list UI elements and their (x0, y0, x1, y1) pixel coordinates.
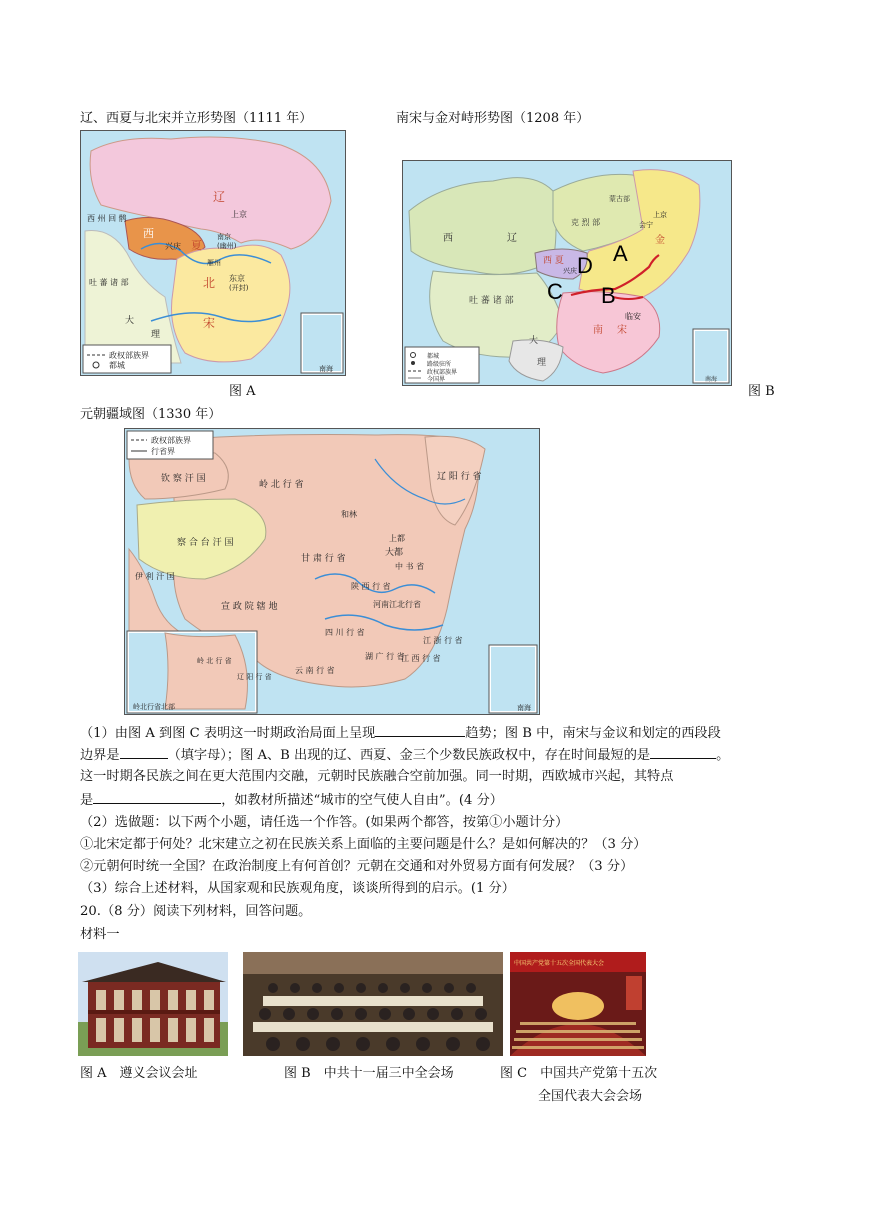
map-b-label-huining: 会宁 (639, 221, 653, 229)
map-b-label-da: 大 (529, 336, 539, 346)
map-c-label-yunnan: 云 南 行 省 (295, 666, 335, 675)
congress-banner: 中国共产党第十五次全国代表大会 (514, 960, 605, 967)
map-b-label-shangjing: 上京 (653, 211, 667, 219)
map-c-label-henan: 河南江北行省 (373, 600, 421, 609)
map-a-label-nanhai: 南海 (319, 365, 333, 373)
map-a-label-bei: 北 (203, 276, 216, 290)
map-b-legend-boundary: 政权部族界 (427, 369, 458, 376)
map-c-label-xuanzheng: 宣 政 院 辖 地 (221, 602, 278, 612)
question-20: 20.（8 分）阅读下列材料，回答问题。 (80, 904, 312, 919)
map-c-label-lingbei: 岭 北 行 省 (259, 480, 304, 490)
map-c (124, 428, 540, 715)
photo-third-plenum (243, 952, 503, 1056)
map-b-label-linan: 临安 (625, 312, 641, 321)
map-c-label-nanhai: 南海 (517, 704, 531, 712)
map-a-label-xia: 夏 (191, 239, 202, 252)
map-a-label-liao: 辽 (213, 190, 226, 204)
q1-blank-3[interactable] (650, 744, 716, 759)
q1-blank-1[interactable] (375, 722, 465, 737)
map-a-label-xizhou: 西 州 回 鹘 (87, 214, 127, 223)
map-b-label-nanhai: 南海 (705, 376, 718, 383)
q1-text-c: 边界是 (80, 748, 120, 763)
map-b-letter-b: B (601, 283, 616, 308)
map-a-label-kaifeng: (开封) (229, 284, 249, 292)
map-a-label-song: 宋 (203, 316, 216, 330)
map-b-label-nan: 南 (593, 325, 603, 336)
map-b-legend-capital: 都城 (427, 353, 440, 360)
map-a-label-shangjing: 上京 (231, 210, 247, 219)
map-a-label-youzhou: (幽州) (217, 242, 237, 250)
map-b-legend-lu: 路级驻所 (427, 361, 452, 368)
photo-caption-c-2: 全国代表大会会场 (538, 1089, 643, 1104)
map-c-label-lingbei-north: 岭北行省北部 (133, 703, 175, 711)
map-b-letter-a: A (613, 241, 628, 266)
q1-blank-2[interactable] (120, 744, 168, 759)
map-c-label-yili: 伊 利 汗 国 (135, 572, 175, 581)
map-a-title: 辽、西夏与北宋并立形势图（1111 年） (80, 111, 313, 126)
map-b-letter-c: C (547, 279, 563, 304)
photo-caption-b: 图 B 中共十一届三中全会场 (284, 1066, 454, 1081)
map-b-label-menggu: 蒙古部 (609, 195, 630, 203)
map-b-label-liao: 辽 (507, 233, 517, 244)
q1-text-d: （填字母）；图 A、B 出现的辽、西夏、金三个少数民族政权中，存在时间最短的是 (167, 748, 651, 763)
map-c-label-lingbei-inset: 岭 北 行 省 (197, 657, 232, 665)
map-b-label-xixia: 西 夏 (543, 256, 564, 266)
map-c-label-huguang: 湖 广 行 省 (365, 652, 405, 661)
map-b-label-tubo: 吐 蕃 诸 部 (469, 296, 514, 306)
map-a-label-xi: 西 (143, 227, 154, 240)
q1-text-b: 趋势；图 B 中，南宋与金议和划定的西段段 (465, 726, 721, 741)
question-3: （3）综合上述材料，从国家观和民族观角度，谈谈所得到的启示。(1 分） (80, 881, 515, 896)
map-c-label-zhongshu: 中 书 省 (395, 562, 425, 571)
question-1-line-4 (80, 789, 800, 811)
q1-text-g: 是 (80, 793, 94, 808)
map-c-label-jiangxi: 江 西 行 省 (401, 654, 441, 663)
map-b-label-li: 理 (537, 358, 547, 368)
question-1-line-1 (80, 722, 800, 744)
map-a-legend-capital: 都城 (109, 361, 125, 370)
map-a-label-tubo: 吐 蕃 诸 部 (89, 278, 129, 287)
map-c-legend-boundary: 政权部族界 (151, 436, 191, 445)
photo-caption-a: 图 A 遵义会议会址 (80, 1066, 198, 1081)
map-c-label-jiangzhe: 江 浙 行 省 (423, 636, 463, 645)
map-c-title: 元朝疆域图（1330 年） (80, 407, 222, 422)
question-2-option-2: ②元朝何时统一全国？在政治制度上有何首创？元朝在交通和对外贸易方面有何发展？（3 分） (80, 859, 634, 874)
map-c-label-liaoyang-inset: 辽 阳 行 省 (237, 673, 272, 681)
map-a-label-yanzhou: 雁州 (207, 259, 221, 267)
question-1-line-3: 这一时期各民族之间在更大范围内交融，元朝时民族融合空前加强。同一时期，西欧城市兴起，其特点 (80, 769, 674, 784)
map-c-label-helin: 和林 (341, 510, 357, 519)
photo-15th-congress (510, 952, 646, 1056)
map-b-title: 南宋与金对峙形势图（1208 年） (396, 111, 590, 126)
map-c-label-chagatai: 察 合 台 汗 国 (177, 538, 234, 548)
map-b-label-xingqing: 兴庆 (563, 267, 577, 275)
map-a-label-da: 大 (125, 316, 135, 326)
map-a (80, 130, 346, 376)
question-2: （2）选做题：以下两个小题，请任选一个作答。(如果两个都答，按第①小题计分） (80, 815, 569, 830)
map-b-label-xi: 西 (443, 233, 453, 244)
material-one-label: 材料一 (80, 927, 120, 942)
map-c-label-gansu: 甘 肃 行 省 (301, 554, 346, 564)
q1-blank-4[interactable] (93, 789, 221, 804)
map-a-label-li: 理 (151, 330, 161, 340)
map-b-label-song: 宋 (617, 325, 627, 336)
question-2-option-1: ①北宋定都于何处？北宋建立之初在民族关系上面临的主要问题是什么？是如何解决的？（3 分） (80, 837, 647, 852)
q1-text-a: （1）由图 A 到图 C 表明这一时期政治局面上呈现 (80, 726, 376, 741)
map-c-label-qincha: 钦 察 汗 国 (161, 474, 206, 484)
map-a-label-xingqing: 兴庆 (165, 242, 181, 251)
map-b-label-jin: 金 (655, 235, 665, 246)
map-a-label: 图 A (229, 384, 256, 399)
photo-caption-c-1: 图 C 中国共产党第十五次 (500, 1066, 658, 1081)
q1-text-h: ，如教材所描述“城市的空气使人自由”。(4 分） (221, 793, 503, 808)
map-b (402, 160, 732, 386)
map-c-label-dadu: 大都 (385, 548, 404, 558)
map-b-letter-d: D (577, 253, 593, 278)
map-a-label-dongjing: 东京 (229, 274, 245, 283)
map-b-label: 图 B (748, 384, 775, 399)
map-c-label-shaanxi: 陕 西 行 省 (351, 582, 391, 591)
map-b-legend-border: 今国界 (427, 376, 446, 383)
map-b-label-keliebu: 克 烈 部 (571, 218, 601, 227)
map-c-legend-province: 行省界 (151, 447, 175, 456)
map-c-label-shangdu: 上都 (389, 534, 405, 543)
map-c-label-liaoyang: 辽 阳 行 省 (437, 472, 482, 482)
map-c-label-sichuan: 四 川 行 省 (325, 628, 365, 637)
question-1-line-2 (80, 744, 800, 766)
q1-text-e: 。 (716, 748, 730, 763)
photo-zunyi (78, 952, 228, 1056)
map-a-label-nanjing: 南京 (217, 233, 231, 241)
map-a-legend-boundary: 政权部族界 (109, 351, 149, 360)
